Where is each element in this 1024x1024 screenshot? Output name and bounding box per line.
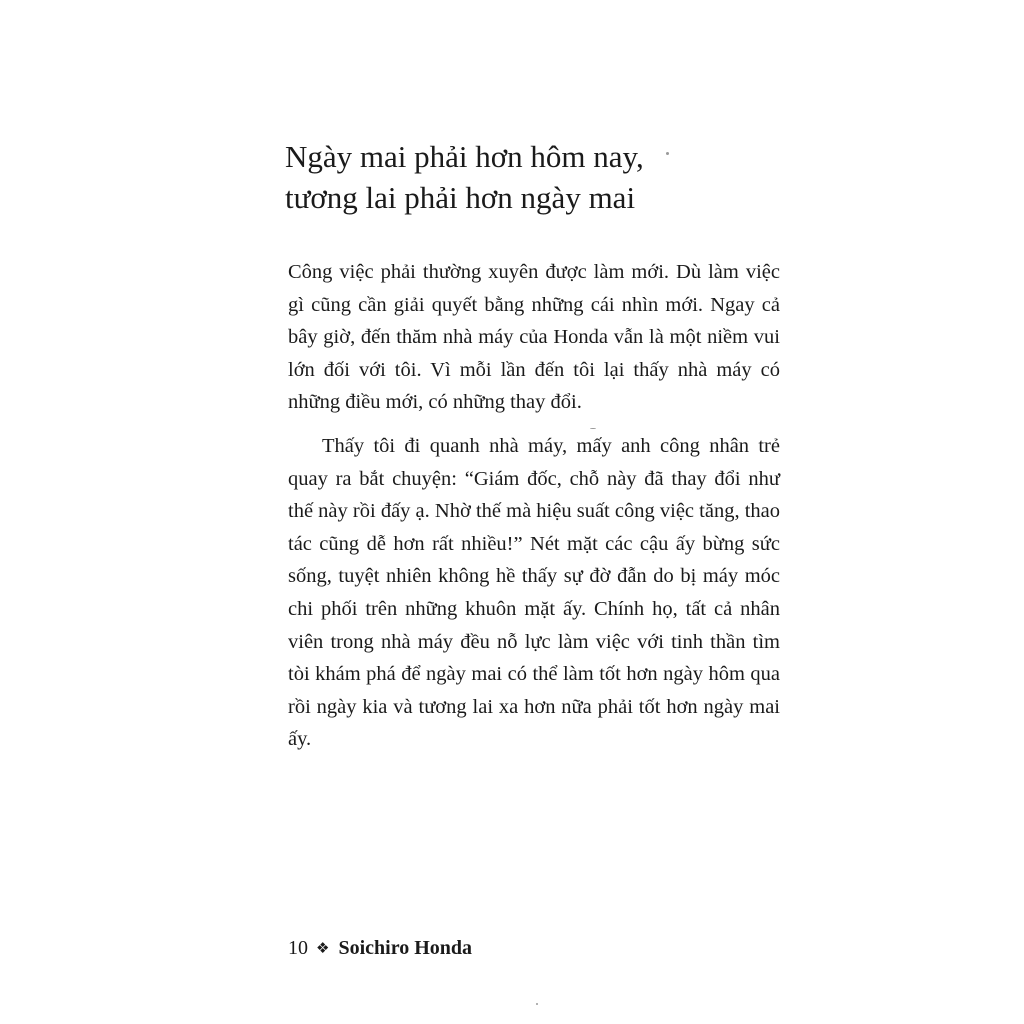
paragraph-2: Thấy tôi đi quanh nhà máy, mấy anh công nhân trẻ quay ra bắt chuyện: “Giám đốc, chỗ này đã thay đổi như thế này rồi đấy ạ. Nhờ thế mà hiệu suất công việc tăng, thao tác cũng dễ hơn rất nhiều!” Nét mặt các cậu ấy bừng sức sống, tuyệt nhiên không hề thấy sự đờ đẫn do bị máy móc chi phối trên những khuôn mặt ấy. Chính họ, tất cả nhân viên trong nhà máy đều nỗ lực làm việc với tinh thần tìm tòi khám phá để ngày mai có thể làm tốt hơn ngày hôm qua rồi ngày kia và tương lai xa hơn nữa phải tốt hơn ngày mai ấy. (288, 434, 780, 751)
scan-speck (590, 428, 596, 429)
scan-speck (536, 1003, 538, 1005)
paragraph-1: Công việc phải thường xuyên được làm mới. Dù làm việc gì cũng cần giải quyết bằng những cái nhìn mới. Ngay cả bây giờ, đến thăm nhà máy của Honda vẫn là một niềm vui lớn đối với tôi. Vì mỗi lần đến tôi lại thấy nhà máy có những điều mới, có những thay đổi. (288, 261, 780, 414)
page-number: 10 (288, 937, 308, 959)
scan-speck (666, 152, 669, 155)
chapter-title (285, 136, 805, 218)
page-footer (288, 934, 472, 963)
ornament-separator-icon: ❖ (316, 939, 330, 957)
running-footer-author: Soichiro Honda (338, 937, 473, 959)
chapter-title-line-1: Ngày mai phải hơn hôm nay, (285, 139, 644, 174)
chapter-title-line-2: tương lai phải hơn ngày mai (285, 180, 636, 215)
body-text (288, 256, 780, 756)
